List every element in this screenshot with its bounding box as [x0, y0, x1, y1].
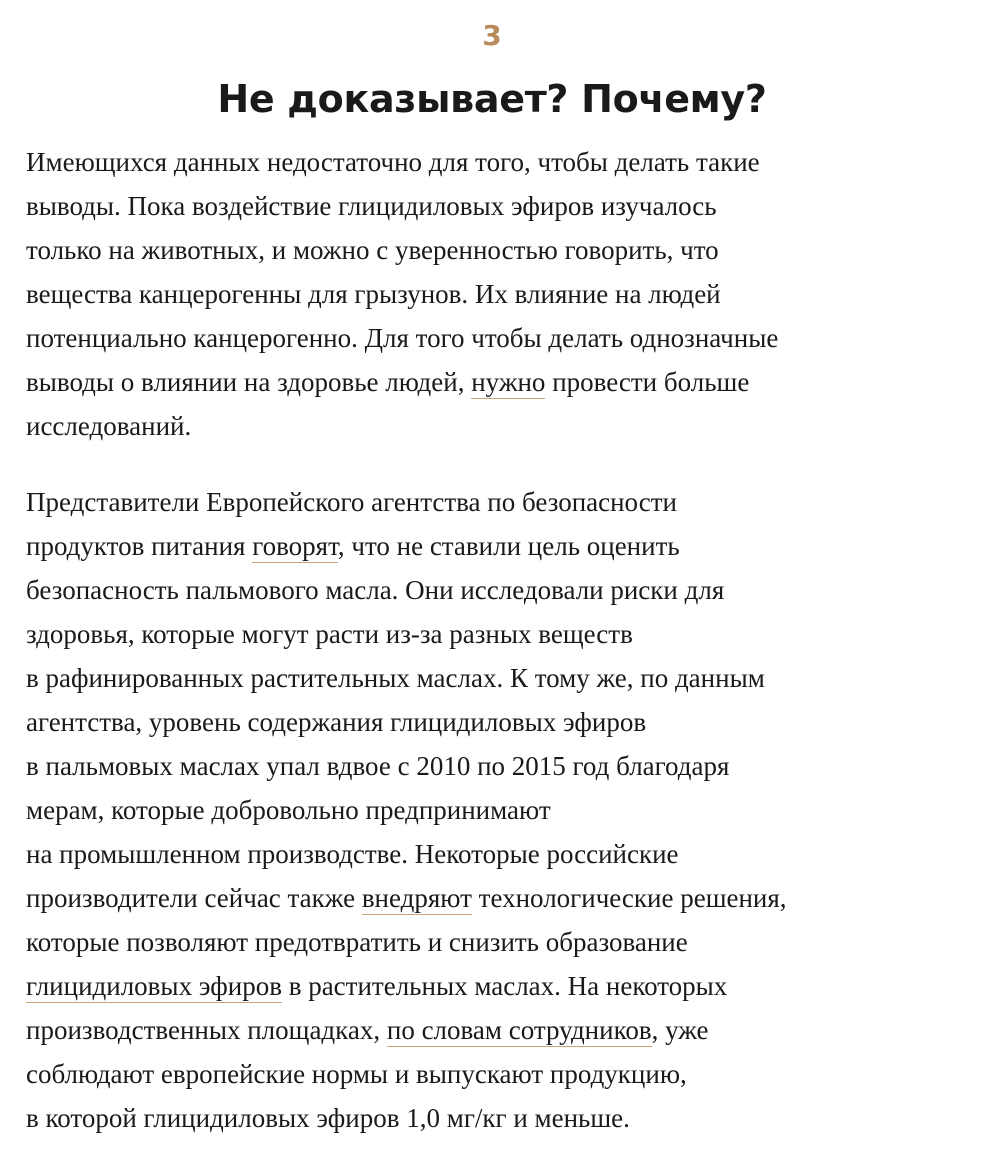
paragraph-line — [26, 876, 984, 920]
paragraph-line: безопасность пальмового масла. Они исследовали риски для — [26, 575, 725, 605]
paragraph-line: Представители Европейского агентства по безопасности — [26, 487, 677, 517]
text-segment: , уже — [651, 1015, 709, 1045]
link-nuzhno[interactable]: нужно — [471, 367, 546, 397]
paragraph-line — [26, 524, 984, 568]
paragraph-line: мерам, которые добровольно предпринимают — [26, 795, 551, 825]
text-segment: провести больше — [545, 367, 750, 397]
paragraph-line — [26, 964, 984, 1008]
paragraph-1 — [26, 140, 984, 448]
paragraph-line: вещества канцерогенны для грызунов. Их влияние на людей — [26, 279, 721, 309]
paragraph-line: только на животных, и можно с уверенностью говорить, что — [26, 235, 719, 265]
text-segment: продуктов питания — [26, 531, 253, 561]
paragraph-line: которые позволяют предотвратить и снизить образование — [26, 927, 688, 957]
paragraph-line: в которой глицидиловых эфиров 1,0 мг/кг и меньше. — [26, 1103, 630, 1133]
text-segment: технологические решения, — [471, 883, 787, 913]
link-vnedryayut[interactable]: внедряют — [361, 883, 472, 913]
link-glycidyl-esters[interactable]: глицидиловых эфиров — [26, 971, 282, 1001]
text-segment: производственных площадках, — [26, 1015, 387, 1045]
paragraph-line: исследований. — [26, 411, 192, 441]
text-segment: в растительных маслах. На некоторых — [281, 971, 728, 1001]
link-govoryat[interactable]: говорят — [252, 531, 338, 561]
section-number: 3 — [482, 19, 502, 52]
paragraph-line: здоровья, которые могут расти из-за разных веществ — [26, 619, 633, 649]
link-po-slovam-sotrudnikov[interactable]: по словам сотрудников — [386, 1015, 652, 1045]
paragraph-line: потенциально канцерогенно. Для того чтобы делать однозначные — [26, 323, 779, 353]
text-segment: , что не ставили цель оценить — [337, 531, 680, 561]
paragraph-line: Имеющихся данных недостаточно для того, чтобы делать такие — [26, 147, 760, 177]
paragraph-line: в пальмовых маслах упал вдвое с 2010 по 2015 год благодаря — [26, 751, 730, 781]
paragraph-line: на промышленном производстве. Некоторые российские — [26, 839, 679, 869]
section-title: Не доказывает? Почему? — [217, 77, 767, 121]
paragraph-line: в рафинированных растительных маслах. К тому же, по данным — [26, 663, 765, 693]
paragraph-line: соблюдают европейские нормы и выпускают продукцию, — [26, 1059, 687, 1089]
paragraph-line — [26, 1008, 984, 1052]
text-segment: производители сейчас также — [26, 883, 362, 913]
paragraph-line — [26, 360, 984, 404]
text-segment: выводы о влиянии на здоровье людей, — [26, 367, 472, 397]
paragraph-line: агентства, уровень содержания глицидиловых эфиров — [26, 707, 647, 737]
paragraph-2 — [26, 480, 984, 1140]
paragraph-line: выводы. Пока воздействие глицидиловых эфиров изучалось — [26, 191, 717, 221]
